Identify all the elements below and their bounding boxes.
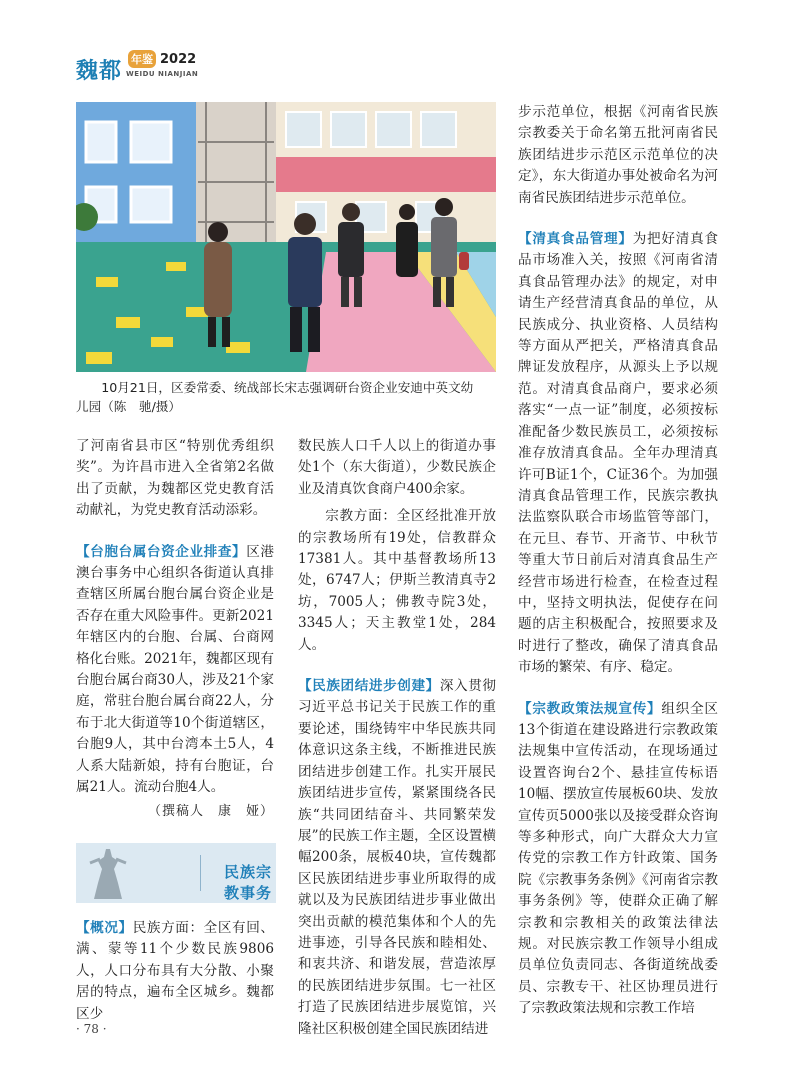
paragraph-religion: 宗教方面：全区经批准开放的宗教场所有19处，信教群众17381人。其中基督教场所13处，6747人；伊斯兰教清真寺2坊，7005人；佛教寺院3处，3345人；天主教堂1处，284人。 [298,508,496,653]
heading-taiwan-enterprises: 【台胞台属台资企业排查】 [76,543,247,560]
statue-icon [78,843,138,903]
column-2 [298,436,496,1040]
photo-caption-line1: 10月21日，区委常委、统战部长宋志强调研台资企业安迪中英文幼 [101,380,474,395]
paragraph-religious-policy [518,699,718,1020]
section-banner [76,843,276,903]
paragraph-text: 深入贯彻习近平总书记关于民族工作的重要论述，围绕铸牢中华民族共同体意识这条主线，不断推进民族团结进步创建工作。扎实开展民族团结进步宣传，紧紧围绕各民族“共同团结奋斗、共同繁荣发展”的民族工作主题，全区设置横幅200条，展板40块，宣传魏都区民族团结进步事业所取得的成就以及为民族团结进步事业做出突出贡献的模范集体和个人的先进事迹，引导各民族和睦相处、和衷共济、和谐发展，营造浓厚的民族团结进步氛围。七一社区打造了民族团结进步展览馆，兴隆社区积极创建全国民族团结进 [298,678,497,1037]
paragraph-taiwan-enterprises [76,542,274,799]
paragraph: 数民族人口千人以上的街道办事处1个（东大街道），少数民族企业及清真饮食商户400余家。 [298,438,496,497]
paragraph-text: 为把好清真食品市场准入关，按照《河南省清真食品管理办法》的规定，对申请生产经营清真食品的单位，从民族成分、执业资格、人员结构等方面从严把关，严格清真食品牌证发放程序，从源头上予以规范。对清真食品商户，要求必须落实“一点一证”制度，必须按标准配备少数民族员工，必须按标准存放清真食品。全年办理清真许可B证1个，C证36个。为加强清真食品管理工作，民族宗教执法监察队联合市场监管等部门，在元旦、春节、开斋节、中秋节等重大节日前后对清真食品生产经营市场进行检查，在检查过程中，坚持文明执法，促使存在问题的店主积极配合，按照要求及时进行了整改，确保了清真食品市场的繁荣、有序、稳定。 [518,231,719,676]
paragraph-ethnic-unity [298,676,496,1040]
logo-badge: 年鉴 [128,50,156,68]
logo-sub: WEIDU NIANJIAN [126,70,199,78]
paragraph: 步示范单位，根据《河南省民族宗教委关于命名第五批河南省民族团结进步示范区示范单位的决定》，东大街道办事处被命名为河南省民族团结进步示范单位。 [518,104,718,206]
paragraph-text: 区港澳台事务中心组织各街道认真排查辖区所属台胞台属台资企业是否存在重大风险事件。更新2021年辖区内的台胞、台属、台商网格化台账。2021年，魏都区现有台胞台属台商30人，涉及21个家庭，常驻台胞台属台商22人，分布于北大街道等10个街道辖区，台胞9人，其中台湾本土5人，4人系大陆新娘，持有台胞证，台属21人。流动台胞4人。 [76,543,275,796]
banner-divider [200,855,201,891]
logo-year: 2022 [160,52,197,67]
photo-caption [76,378,496,416]
kindergarten-photo [76,102,496,372]
section-title: 民族宗教事务 [224,863,273,902]
paragraph-text: 组织全区13个街道在建设路进行宗教政策法规集中宣传活动，在现场通过设置咨询台2个、悬挂宣传标语10幅、摆放宣传展板60块、发放宣传页5000张以及接受群众咨询等多种形式，向广大群众大力宣传党的宗教工作方针政策、国务院《宗教事务条例》《河南省宗教事务条例》等，使群众正确了解宗教和宗教相关的政策法律法规。对民族宗教工作领导小组成员单位负责同志、各街道统战委员、宗教专干、社区协理员进行了宗教政策法规和宗教工作培 [518,700,719,1017]
paragraph-halal-food [518,229,718,679]
byline: （撰稿人 康 娅） [147,803,274,819]
logo-main: 魏都 [76,59,123,84]
header-logo [76,48,216,84]
heading-ethnic-unity: 【民族团结进步创建】 [298,678,440,695]
column-1 [76,436,274,822]
heading-overview: 【概况】 [76,920,133,936]
column-3 [518,102,718,1020]
heading-religious-policy: 【宗教政策法规宣传】 [518,700,662,717]
column-1-bottom [76,918,274,1025]
page-number: · 78 · [76,1022,107,1036]
heading-halal-food: 【清真食品管理】 [518,231,633,248]
paragraph-text: 民族方面：全区有回、满、蒙等11个少数民族9806人，人口分布具有大分散、小聚居的特点，遍布全区城乡。魏都区少 [76,920,275,1022]
paragraph: 了河南省县市区“特别优秀组织奖”。为许昌市进入全省第2名做出了贡献，为魏都区党史教育活动献礼，为党史教育活动添彩。 [76,438,274,519]
photo-caption-line2: 儿园（陈 驰/摄） [76,399,181,414]
paragraph-overview [76,918,274,1025]
